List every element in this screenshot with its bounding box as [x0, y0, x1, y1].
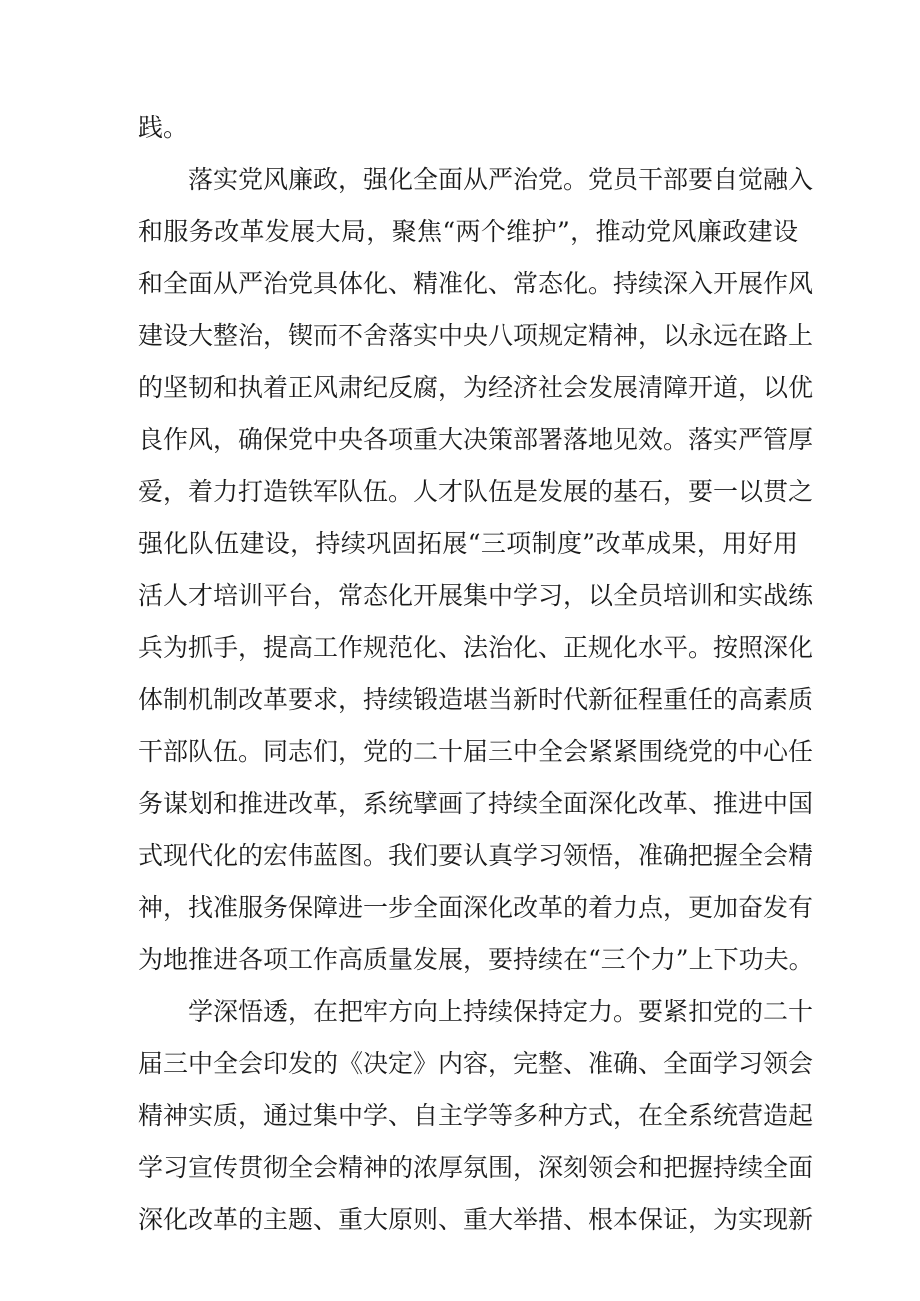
text-line: 神，找准服务保障进一步全面深化改革的着力点，更加奋发有: [138, 893, 814, 922]
text-line: 务谋划和推进改革，系统擘画了持续全面深化改革、推进中国: [138, 789, 814, 818]
text-line: 为地推进各项工作高质量发展，要持续在“三个力”上下功夫。: [138, 945, 814, 974]
text-line: 深化改革的主题、重大原则、重大举措、根本保证，为实现新: [138, 1205, 814, 1234]
text-line: 学习宣传贯彻全会精神的浓厚氛围，深刻领会和把握持续全面: [138, 1153, 814, 1182]
text-line: 干部队伍。同志们，党的二十届三中全会紧紧围绕党的中心任: [138, 737, 814, 766]
text-line: 建设大整治，锲而不舍落实中央八项规定精神，以永远在路上: [138, 321, 814, 350]
text-line: 兵为抓手，提高工作规范化、法治化、正规化水平。按照深化: [138, 633, 814, 662]
text-line: 爱，着力打造铁军队伍。人才队伍是发展的基石，要一以贯之: [138, 477, 814, 506]
text-line: 践。: [138, 113, 189, 142]
paragraph-first-line: 落实党风廉政，强化全面从严治党。党员干部要自觉融入: [188, 165, 814, 194]
text-line: 体制机制改革要求，持续锻造堪当新时代新征程重任的高素质: [138, 685, 814, 714]
text-line: 精神实质，通过集中学、自主学等多种方式，在全系统营造起: [138, 1101, 814, 1130]
text-line: 活人才培训平台，常态化开展集中学习，以全员培训和实战练: [138, 581, 814, 610]
text-line: 届三中全会印发的《决定》内容，完整、准确、全面学习领会: [138, 1049, 814, 1078]
text-line: 的坚韧和执着正风肃纪反腐，为经济社会发展清障开道，以优: [138, 373, 814, 402]
text-line: 良作风，确保党中央各项重大决策部署落地见效。落实严管厚: [138, 425, 814, 454]
text-line: 强化队伍建设，持续巩固拓展“三项制度”改革成果，用好用: [138, 529, 798, 558]
text-line: 和服务改革发展大局，聚焦“两个维护”，推动党风廉政建设: [138, 217, 798, 246]
paragraph-first-line: 学深悟透，在把牢方向上持续保持定力。要紧扣党的二十: [188, 997, 814, 1026]
text-line: 和全面从严治党具体化、精准化、常态化。持续深入开展作风: [138, 269, 814, 298]
text-line: 式现代化的宏伟蓝图。我们要认真学习领悟，准确把握全会精: [138, 841, 814, 870]
